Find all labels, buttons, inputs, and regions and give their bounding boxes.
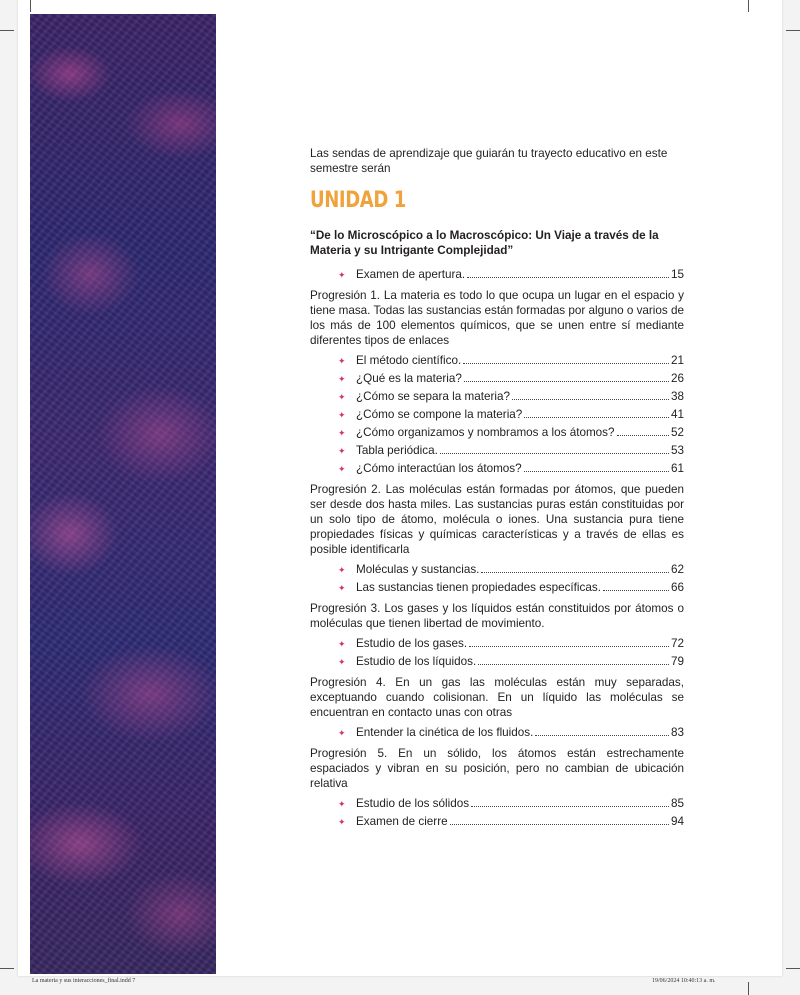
sparkle-bullet-icon: ✦ xyxy=(338,639,346,649)
toc-entry-page: 72 xyxy=(670,637,684,650)
sparkle-bullet-icon: ✦ xyxy=(338,817,346,827)
sparkle-bullet-icon: ✦ xyxy=(338,565,346,575)
progression-3-text: Progresión 3. Los gases y los líquidos están constituidos por átomos o moléculas que tienen libertad de movimiento. xyxy=(310,602,684,630)
sparkle-bullet-icon: ✦ xyxy=(338,464,346,474)
unit-subtitle: “De lo Microscópico a lo Macroscópico: Un Viaje a través de la Materia y su Intrigante Complejidad” xyxy=(310,229,659,257)
intro-text: Las sendas de aprendizaje que guiarán tu trayecto educativo en este semestre serán xyxy=(310,147,668,175)
toc-entry[interactable] xyxy=(310,388,684,406)
toc-entry[interactable] xyxy=(310,370,684,388)
dot-leader xyxy=(512,399,669,400)
toc-entry-text: Tabla periódica. xyxy=(356,444,438,457)
sparkle-bullet-icon: ✦ xyxy=(338,392,346,402)
footer-file-slug: La materia y sus interacciones_final.indd 7 xyxy=(32,978,136,984)
page-sheet xyxy=(18,0,782,976)
toc-entry-text: ¿Cómo organizamos y nombramos a los átomos? xyxy=(356,426,615,439)
toc-entry[interactable] xyxy=(310,266,684,284)
sparkle-bullet-icon: ✦ xyxy=(338,728,346,738)
toc-entry-page: 62 xyxy=(670,563,684,576)
toc-entry[interactable] xyxy=(310,653,684,671)
toc-entry-page: 21 xyxy=(670,354,684,367)
progression-1-text: Progresión 1. La materia es todo lo que ocupa un lugar en el espacio y tiene masa. Todas las sustancias están formadas por alguno o varios de los más de 100 elementos químicos, que se unen entre sí mediante diferentes tipos de enlaces xyxy=(310,289,684,347)
sparkle-bullet-icon: ✦ xyxy=(338,799,346,809)
toc-entry-text: Examen de apertura. xyxy=(356,268,466,281)
toc-entry-page: 15 xyxy=(670,268,684,281)
toc-entry-page: 85 xyxy=(670,797,684,810)
crop-mark xyxy=(0,30,14,31)
sparkle-bullet-icon: ✦ xyxy=(338,446,346,456)
toc-entry-text: ¿Cómo se separa la materia? xyxy=(356,390,510,403)
sparkle-bullet-icon: ✦ xyxy=(338,657,346,667)
dot-leader xyxy=(524,471,669,472)
crop-mark xyxy=(748,982,749,995)
toc-entry-text: Estudio de los sólidos xyxy=(356,797,470,810)
toc-entry[interactable] xyxy=(310,795,684,813)
toc-entry-text: Moléculas y sustancias. xyxy=(356,563,480,576)
dot-leader xyxy=(467,277,669,278)
dot-leader xyxy=(478,664,669,665)
footer-timestamp: 19/06/2024 10:40:13 a. m. xyxy=(652,978,716,984)
unit-title: UNIDAD 1 xyxy=(310,188,406,213)
dot-leader xyxy=(617,435,669,436)
dot-leader xyxy=(481,572,669,573)
progression-4-text: Progresión 4. En un gas las moléculas están muy separadas, exceptuando cuando colisionan. En un líquido las moléculas se encuentran en contacto unas con otras xyxy=(310,676,684,719)
opening-list xyxy=(310,266,684,284)
dot-leader xyxy=(603,590,669,591)
dot-leader xyxy=(535,735,669,736)
toc-entry-text: Estudio de los gases. xyxy=(356,637,468,650)
toc-entry[interactable] xyxy=(310,442,684,460)
toc-entry-text: El método científico. xyxy=(356,354,462,367)
progression-4-list xyxy=(310,724,684,742)
toc-entry[interactable] xyxy=(310,813,684,831)
crop-mark xyxy=(786,30,800,31)
toc-entry[interactable] xyxy=(310,352,684,370)
crop-mark xyxy=(748,0,749,12)
progression-1-list xyxy=(310,352,684,478)
toc-entry[interactable] xyxy=(310,424,684,442)
toc-entry-text: ¿Qué es la materia? xyxy=(356,372,462,385)
crop-mark xyxy=(0,968,14,969)
dot-leader xyxy=(464,381,669,382)
dot-leader xyxy=(524,417,669,418)
toc-entry[interactable] xyxy=(310,635,684,653)
toc-entry[interactable] xyxy=(310,460,684,478)
sparkle-bullet-icon: ✦ xyxy=(338,583,346,593)
progression-5-text: Progresión 5. En un sólido, los átomos están estrechamente espaciados y vibran en su posición, pero no cambian de ubicación relativa xyxy=(310,747,684,790)
progression-2-text: Progresión 2. Las moléculas están formadas por átomos, que pueden ser desde dos hasta miles. Las sustancias puras están constituidas por un solo tipo de átomo, molécula o iones. Una sustancia pura tiene propiedades físicas y químicas características y a través de ellas es posible identificarla xyxy=(310,483,684,556)
toc-entry[interactable] xyxy=(310,579,684,597)
toc-entry-page: 94 xyxy=(670,815,684,828)
toc-entry-page: 83 xyxy=(670,726,684,739)
toc-entry-page: 52 xyxy=(670,426,684,439)
progression-3-list xyxy=(310,635,684,671)
crop-mark xyxy=(786,968,800,969)
toc-entry-text: Entender la cinética de los fluidos. xyxy=(356,726,534,739)
dot-leader xyxy=(463,363,669,364)
dot-leader xyxy=(450,824,669,825)
toc-entry-page: 53 xyxy=(670,444,684,457)
decorative-texture-band xyxy=(30,14,216,974)
toc-entry-page: 41 xyxy=(670,408,684,421)
toc-entry-page: 38 xyxy=(670,390,684,403)
sparkle-bullet-icon: ✦ xyxy=(338,428,346,438)
toc-entry-text: Las sustancias tienen propiedades específicas. xyxy=(356,581,601,594)
toc-entry-page: 79 xyxy=(670,655,684,668)
crop-mark xyxy=(30,0,31,12)
toc-entry[interactable] xyxy=(310,724,684,742)
toc-entry-text: Estudio de los líquidos. xyxy=(356,655,477,668)
sparkle-bullet-icon: ✦ xyxy=(338,410,346,420)
toc-entry-page: 61 xyxy=(670,462,684,475)
toc-entry-text: ¿Cómo se compone la materia? xyxy=(356,408,523,421)
dot-leader xyxy=(471,806,669,807)
progression-5-list xyxy=(310,795,684,831)
toc-entry-text: ¿Cómo interactúan los átomos? xyxy=(356,462,522,475)
toc-entry-page: 66 xyxy=(670,581,684,594)
toc-entry-page: 26 xyxy=(670,372,684,385)
sparkle-bullet-icon: ✦ xyxy=(338,270,346,280)
sparkle-bullet-icon: ✦ xyxy=(338,356,346,366)
dot-leader xyxy=(469,646,669,647)
toc-entry[interactable] xyxy=(310,561,684,579)
toc-content xyxy=(310,146,684,835)
dot-leader xyxy=(440,453,669,454)
progression-2-list xyxy=(310,561,684,597)
toc-entry[interactable] xyxy=(310,406,684,424)
sparkle-bullet-icon: ✦ xyxy=(338,374,346,384)
toc-entry-text: Examen de cierre xyxy=(356,815,448,828)
